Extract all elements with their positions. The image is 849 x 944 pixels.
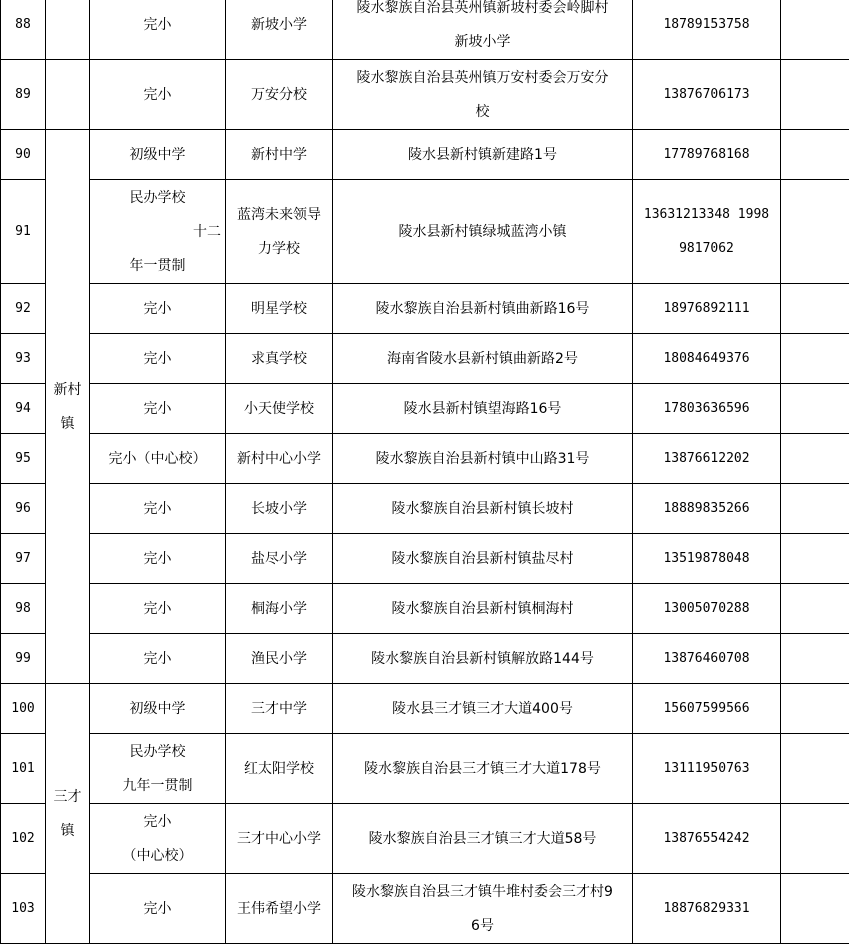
phone-number: 13876554242 <box>633 804 781 874</box>
row-number: 94 <box>1 384 46 434</box>
table-row <box>1 734 849 804</box>
school-type: 民办学校 九年一贯制 <box>90 734 226 804</box>
school-address: 陵水黎族自治县新村镇长坡村 <box>333 484 633 534</box>
table-row <box>1 130 849 180</box>
empty-cell <box>781 874 849 944</box>
table-row <box>1 684 849 734</box>
school-type: 民办学校 十二 年一贯制 <box>90 180 226 284</box>
school-address: 陵水黎族自治县新村镇桐海村 <box>333 584 633 634</box>
table-row <box>1 804 849 874</box>
school-address: 陵水县新村镇望海路16号 <box>333 384 633 434</box>
school-address: 陵水黎族自治县三才镇三才大道178号 <box>333 734 633 804</box>
school-name: 长坡小学 <box>226 484 333 534</box>
school-address: 陵水黎族自治县三才镇牛堆村委会三才村9 6号 <box>333 874 633 944</box>
empty-cell <box>781 60 849 130</box>
row-number: 89 <box>1 60 46 130</box>
phone-number: 17803636596 <box>633 384 781 434</box>
phone-number: 13876460708 <box>633 634 781 684</box>
row-number: 97 <box>1 534 46 584</box>
table-row <box>1 60 849 130</box>
school-address: 陵水黎族自治县新村镇曲新路16号 <box>333 284 633 334</box>
empty-cell <box>781 634 849 684</box>
empty-cell <box>781 180 849 284</box>
phone-number: 13631213348 1998 9817062 <box>633 180 781 284</box>
phone-number: 13519878048 <box>633 534 781 584</box>
school-type: 完小 <box>90 874 226 944</box>
table-row <box>1 584 849 634</box>
school-address: 陵水县新村镇新建路1号 <box>333 130 633 180</box>
school-name: 小天使学校 <box>226 384 333 434</box>
school-name: 三才中心小学 <box>226 804 333 874</box>
school-address: 陵水县三才镇三才大道400号 <box>333 684 633 734</box>
phone-number: 18889835266 <box>633 484 781 534</box>
school-type: 完小 <box>90 584 226 634</box>
row-number: 98 <box>1 584 46 634</box>
table-row <box>1 484 849 534</box>
school-type: 完小 <box>90 0 226 60</box>
school-name: 桐海小学 <box>226 584 333 634</box>
empty-cell <box>781 484 849 534</box>
school-type: 完小 <box>90 634 226 684</box>
school-address: 陵水县新村镇绿城蓝湾小镇 <box>333 180 633 284</box>
empty-cell <box>781 384 849 434</box>
empty-cell <box>781 684 849 734</box>
school-address: 陵水黎族自治县新村镇中山路31号 <box>333 434 633 484</box>
school-name: 明星学校 <box>226 284 333 334</box>
school-address: 海南省陵水县新村镇曲新路2号 <box>333 334 633 384</box>
town-cell <box>46 60 90 130</box>
school-type: 初级中学 <box>90 130 226 180</box>
school-type: 完小 （中心校） <box>90 804 226 874</box>
phone-number: 13876612202 <box>633 434 781 484</box>
school-name: 红太阳学校 <box>226 734 333 804</box>
empty-cell <box>781 0 849 60</box>
phone-number: 13876706173 <box>633 60 781 130</box>
school-name: 渔民小学 <box>226 634 333 684</box>
town-cell <box>46 0 90 60</box>
empty-cell <box>781 534 849 584</box>
school-name: 新村中心小学 <box>226 434 333 484</box>
table-row <box>1 384 849 434</box>
row-number: 90 <box>1 130 46 180</box>
row-number: 92 <box>1 284 46 334</box>
town-sancai: 三才 镇 <box>46 684 90 944</box>
table-row <box>1 180 849 284</box>
school-address: 陵水黎族自治县英州镇万安村委会万安分 校 <box>333 60 633 130</box>
school-type: 完小 <box>90 60 226 130</box>
town-xincun: 新村 镇 <box>46 130 90 684</box>
empty-cell <box>781 434 849 484</box>
phone-number: 17789768168 <box>633 130 781 180</box>
school-type: 完小 <box>90 384 226 434</box>
school-address: 陵水黎族自治县新村镇盐尽村 <box>333 534 633 584</box>
phone-number: 18876829331 <box>633 874 781 944</box>
phone-number: 15607599566 <box>633 684 781 734</box>
row-number: 91 <box>1 180 46 284</box>
school-name: 求真学校 <box>226 334 333 384</box>
school-address: 陵水黎族自治县三才镇三才大道58号 <box>333 804 633 874</box>
row-number: 102 <box>1 804 46 874</box>
school-type: 完小 <box>90 484 226 534</box>
row-number: 93 <box>1 334 46 384</box>
table-row <box>1 874 849 944</box>
row-number: 88 <box>1 0 46 60</box>
row-number: 100 <box>1 684 46 734</box>
phone-number: 18084649376 <box>633 334 781 384</box>
row-number: 95 <box>1 434 46 484</box>
school-name: 王伟希望小学 <box>226 874 333 944</box>
empty-cell <box>781 334 849 384</box>
row-number: 96 <box>1 484 46 534</box>
empty-cell <box>781 130 849 180</box>
phone-number: 13111950763 <box>633 734 781 804</box>
table-row <box>1 434 849 484</box>
school-name: 蓝湾未来领导 力学校 <box>226 180 333 284</box>
school-type: 完小 <box>90 334 226 384</box>
empty-cell <box>781 734 849 804</box>
table-row <box>1 284 849 334</box>
school-name: 三才中学 <box>226 684 333 734</box>
school-type: 完小 <box>90 284 226 334</box>
table-row <box>1 534 849 584</box>
phone-number: 18789153758 <box>633 0 781 60</box>
school-name: 新坡小学 <box>226 0 333 60</box>
phone-number: 13005070288 <box>633 584 781 634</box>
school-type: 完小（中心校） <box>90 434 226 484</box>
school-address: 陵水黎族自治县英州镇新坡村委会岭脚村 新坡小学 <box>333 0 633 60</box>
table-row <box>1 0 849 60</box>
table-row <box>1 334 849 384</box>
school-type: 初级中学 <box>90 684 226 734</box>
row-number: 99 <box>1 634 46 684</box>
school-name: 盐尽小学 <box>226 534 333 584</box>
school-name: 新村中学 <box>226 130 333 180</box>
school-type: 完小 <box>90 534 226 584</box>
empty-cell <box>781 284 849 334</box>
row-number: 101 <box>1 734 46 804</box>
empty-cell <box>781 804 849 874</box>
school-address: 陵水黎族自治县新村镇解放路144号 <box>333 634 633 684</box>
table-row <box>1 634 849 684</box>
school-name: 万安分校 <box>226 60 333 130</box>
empty-cell <box>781 584 849 634</box>
phone-number: 18976892111 <box>633 284 781 334</box>
row-number: 103 <box>1 874 46 944</box>
